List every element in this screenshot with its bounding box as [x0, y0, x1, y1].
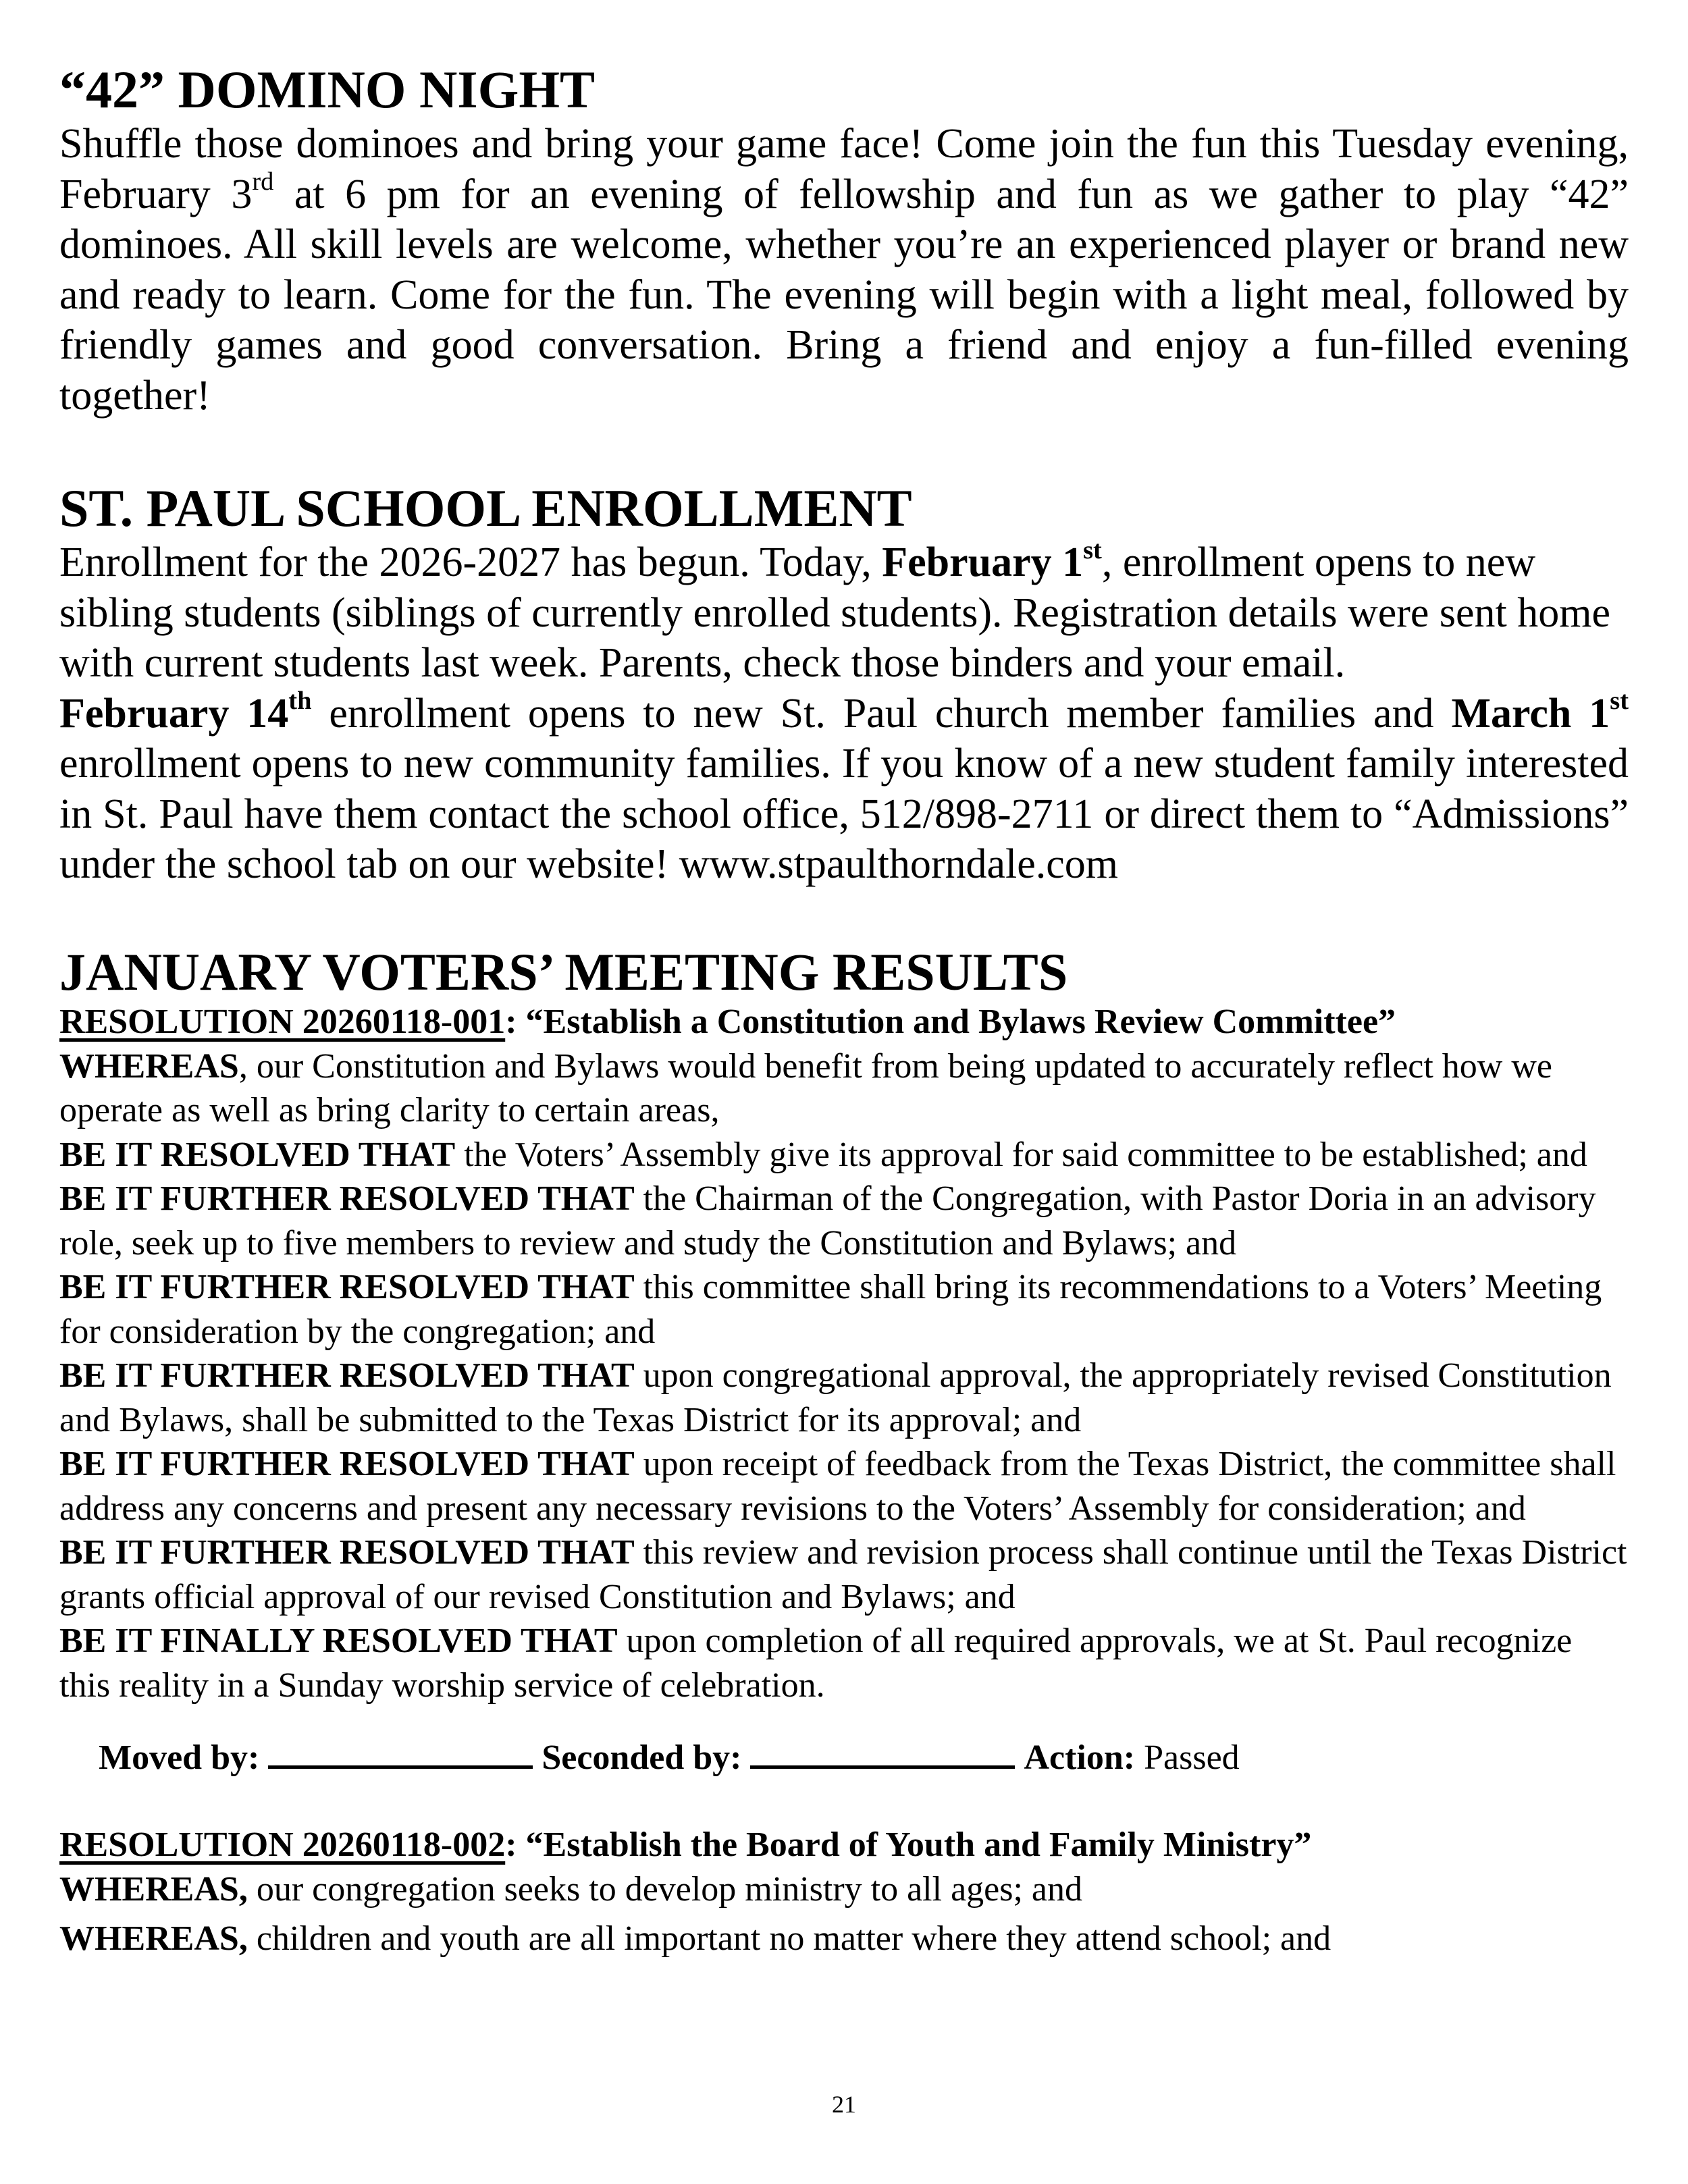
action-value: Passed: [1144, 1738, 1240, 1777]
seconded-by-label: Seconded by:: [542, 1738, 742, 1777]
resolution-001: [59, 1000, 1629, 1707]
action-label: Action:: [1024, 1738, 1136, 1777]
moved-by-blank: [268, 1738, 533, 1769]
res1-clause-2: BE IT RESOLVED THAT the Voters’ Assembly give its approval for said committee to be established; and: [59, 1135, 1587, 1174]
res1-clause-6: BE IT FURTHER RESOLVED THAT upon receipt of feedback from the Texas District, the committee shall address any concerns and present any necessary revisions to the Voters’ Assembly for consideration; and: [59, 1445, 1616, 1528]
res1-clause-3: BE IT FURTHER RESOLVED THAT the Chairman of the Congregation, with Pastor Doria in an advisory role, seek up to five members to review and study the Constitution and Bylaws; and: [59, 1179, 1596, 1262]
moved-by-label: Moved by:: [99, 1738, 260, 1777]
enrollment-para-2: February 14th enrollment opens to new St. Paul church member families and March 1st enrollment opens to new community families. If you know of a new student family interested in St. Paul have them contact the school office, 512/898-2711 or direct them to “Admissions” under the school tab on our website! www.stpaulthorndale.com: [59, 687, 1629, 887]
resolution-002: [59, 1823, 1629, 1961]
domino-night-heading: “42” DOMINO NIGHT: [59, 60, 596, 119]
seconded-by-blank: [750, 1738, 1015, 1769]
res2-clause-1: WHEREAS, our congregation seeks to develop ministry to all ages; and: [59, 1869, 1082, 1909]
enrollment-para-1: Enrollment for the 2026-2027 has begun. Today, February 1st, enrollment opens to new sibling students (siblings of currently enrolled students). Registration details were sent home with current students last week. Parents, check those binders and your email.: [59, 535, 1611, 686]
school-enrollment-heading: ST. PAUL SCHOOL ENROLLMENT: [59, 479, 912, 537]
res2-clause-2: WHEREAS, children and youth are all important no matter where they attend school; and: [59, 1919, 1331, 1958]
resolution-001-title: RESOLUTION 20260118-001: “Establish a Constitution and Bylaws Review Committee”: [59, 1003, 1396, 1041]
res1-clause-8: BE IT FINALLY RESOLVED THAT upon completion of all required approvals, we at St. Paul recognize this reality in a Sunday worship service of celebration.: [59, 1622, 1573, 1705]
domino-night-section: [59, 59, 1629, 421]
res1-clause-5: BE IT FURTHER RESOLVED THAT upon congregational approval, the appropriately revised Constitution and Bylaws, shall be submitted to the Texas District for its approval; and: [59, 1356, 1612, 1439]
res1-clause-4: BE IT FURTHER RESOLVED THAT this committee shall bring its recommendations to a Voters’ Meeting for consideration by the congregation; and: [59, 1268, 1602, 1351]
resolution-002-title: RESOLUTION 20260118-002: “Establish the Board of Youth and Family Ministry”: [59, 1826, 1312, 1864]
voters-meeting-heading: JANUARY VOTERS’ MEETING RESULTS: [59, 942, 1068, 1001]
page-number: 21: [832, 2091, 856, 2118]
res1-clause-7: BE IT FURTHER RESOLVED THAT this review and revision process shall continue until the Texas District grants official approval of our revised Constitution and Bylaws; and: [59, 1533, 1627, 1616]
voters-meeting-section: [59, 942, 1629, 1961]
res1-clause-1: WHEREAS, our Constitution and Bylaws would benefit from being updated to accurately reflect how we operate as well as bring clarity to certain areas,: [59, 1046, 1552, 1129]
domino-night-body: Shuffle those dominoes and bring your game face! Come join the fun this Tuesday evening, February 3rd at 6 pm for an evening of fellowship and fun as we gather to play “42” dominoes. All skill levels are welcome, whether you’re an experienced player or brand new and ready to learn. Come for the fun. The evening will begin with a light meal, followed by friendly games and good conversation. Bring a friend and enjoy a fun-filled evening together!: [59, 121, 1629, 419]
school-enrollment-section: [59, 478, 1629, 890]
vote-record: [99, 1736, 1629, 1780]
